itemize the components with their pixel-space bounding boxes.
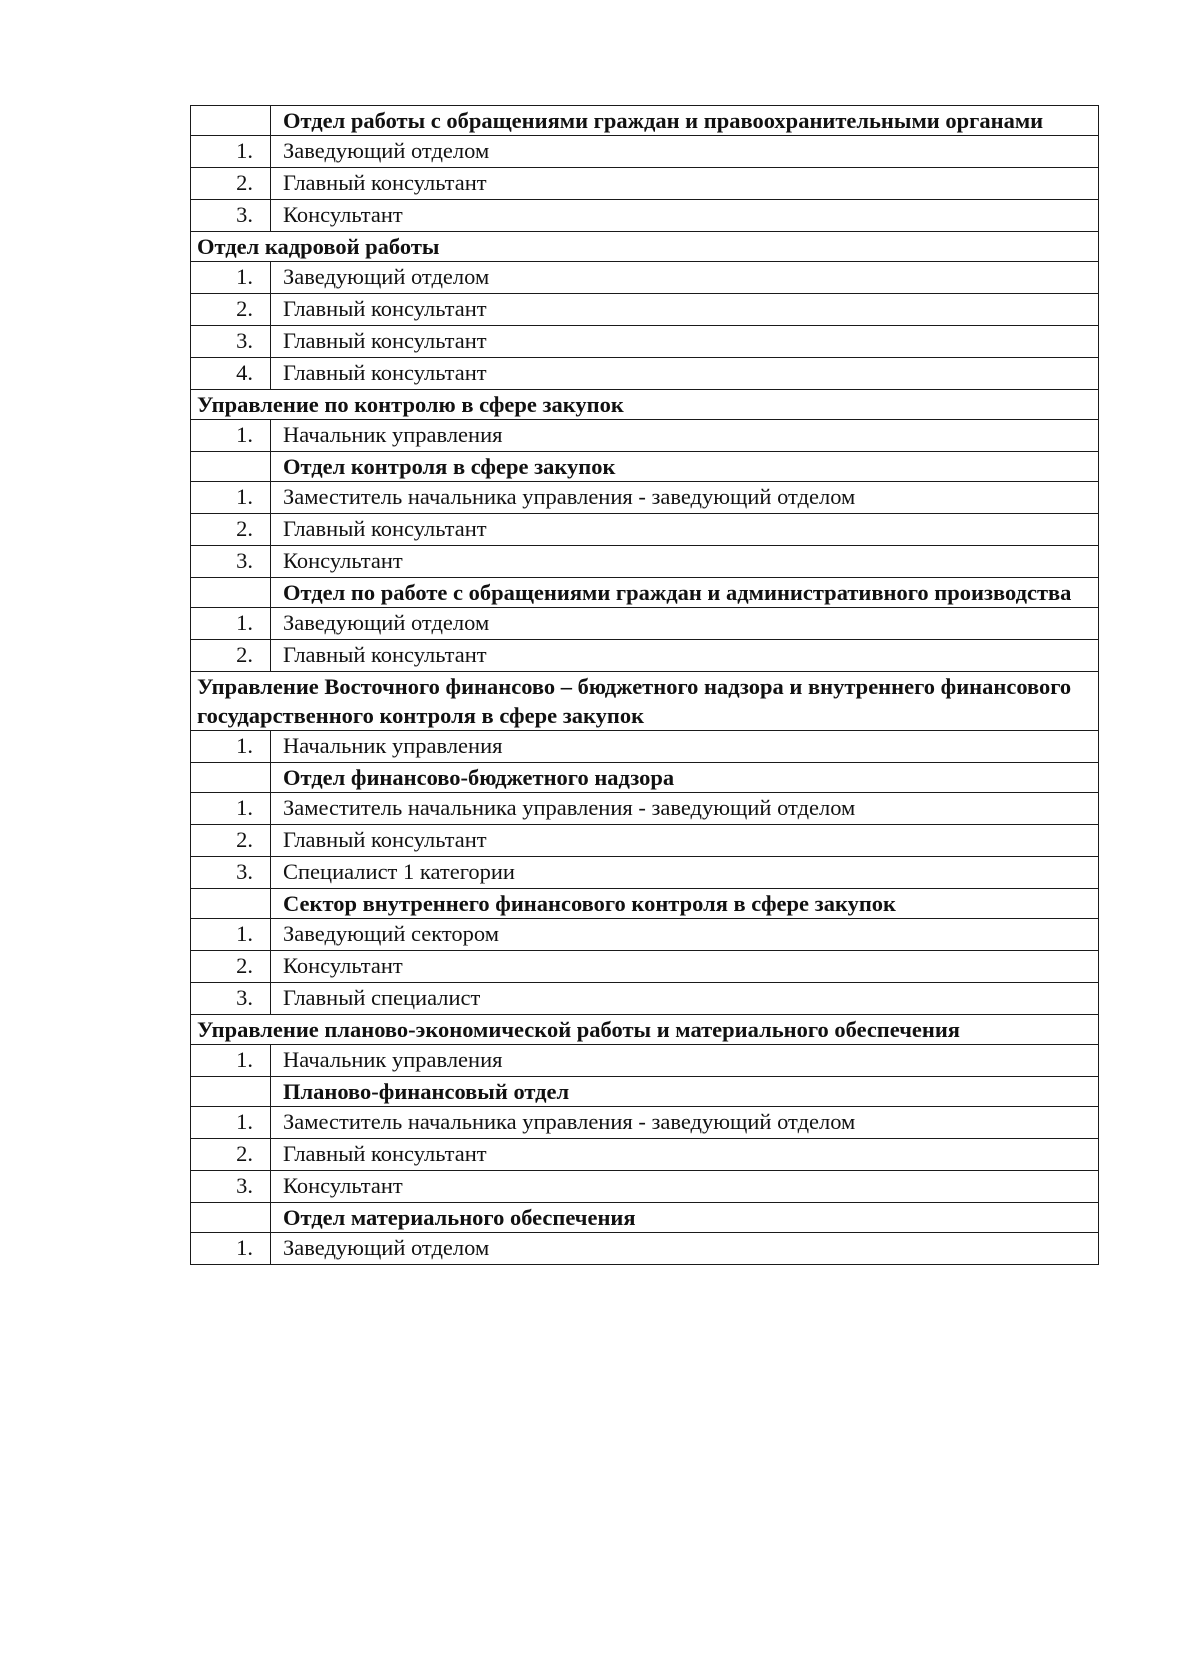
section-heading-row [191,390,1099,420]
position-row [191,1139,1099,1171]
department-heading-cell [271,452,1099,482]
row-number-cell [191,983,271,1015]
position-title-cell [271,168,1099,200]
row-number-cell [191,1233,271,1265]
position-row [191,640,1099,672]
position-title-cell [271,200,1099,232]
section-heading: Управление по контролю в сфере закупок [191,390,1099,420]
row-number-cell [191,889,271,919]
position-title: Заместитель начальника управления - заведующий отделом [283,484,856,509]
department-heading-row [191,106,1099,136]
position-title: Главный консультант [283,328,487,353]
position-title: Консультант [283,202,403,227]
position-row [191,793,1099,825]
position-row [191,731,1099,763]
position-row [191,294,1099,326]
position-title: Заведующий отделом [283,138,490,163]
position-title: Главный специалист [283,985,481,1010]
row-number: 3. [236,859,253,884]
position-title: Начальник управления [283,1047,503,1072]
section-heading-row [191,232,1099,262]
row-number: 1. [236,795,253,820]
row-number-cell [191,200,271,232]
row-number-cell [191,514,271,546]
row-number-cell [191,262,271,294]
position-title-cell [271,951,1099,983]
position-row [191,1171,1099,1203]
department-heading-row [191,578,1099,608]
position-title: Главный консультант [283,642,487,667]
position-title-cell [271,294,1099,326]
position-title: Консультант [283,1173,403,1198]
department-heading: Планово-финансовый отдел [283,1079,570,1104]
position-title: Заместитель начальника управления - заведующий отделом [283,1109,856,1134]
position-row [191,951,1099,983]
department-heading-cell [271,106,1099,136]
position-title: Заведующий отделом [283,610,490,635]
department-heading-cell [271,1203,1099,1233]
position-title-cell [271,1045,1099,1077]
position-title-cell [271,262,1099,294]
section-heading-row [191,672,1099,731]
position-row [191,825,1099,857]
section-heading-row [191,1015,1099,1045]
position-title-cell [271,1139,1099,1171]
department-heading: Отдел работы с обращениями граждан и правоохранительными органами [283,108,1044,133]
row-number: 1. [236,1235,253,1260]
position-title: Заведующий отделом [283,264,490,289]
row-number-cell [191,1203,271,1233]
row-number: 1. [236,138,253,163]
row-number: 1. [236,610,253,635]
row-number-cell [191,857,271,889]
row-number: 2. [236,953,253,978]
position-title-cell [271,919,1099,951]
position-title: Главный консультант [283,827,487,852]
position-row [191,514,1099,546]
row-number-cell [191,793,271,825]
position-title-cell [271,640,1099,672]
department-heading-row [191,1203,1099,1233]
row-number-cell [191,168,271,200]
row-number-cell [191,106,271,136]
staff-positions-table [190,105,1099,1265]
row-number: 3. [236,985,253,1010]
row-number-cell [191,358,271,390]
row-number: 2. [236,296,253,321]
position-title-cell [271,1171,1099,1203]
row-number-cell [191,1077,271,1107]
position-title: Заведующий сектором [283,921,499,946]
row-number-cell [191,136,271,168]
row-number-cell [191,919,271,951]
row-number: 4. [236,360,253,385]
department-heading-cell [271,889,1099,919]
position-title: Заведующий отделом [283,1235,490,1260]
row-number: 1. [236,484,253,509]
row-number: 2. [236,170,253,195]
position-title: Консультант [283,953,403,978]
position-row [191,546,1099,578]
department-heading-cell [271,1077,1099,1107]
row-number-cell [191,640,271,672]
row-number: 1. [236,921,253,946]
row-number: 1. [236,1109,253,1134]
position-title: Главный консультант [283,170,487,195]
row-number-cell [191,294,271,326]
section-heading: Отдел кадровой работы [191,232,1099,262]
position-title: Консультант [283,548,403,573]
position-title-cell [271,420,1099,452]
position-title-cell [271,482,1099,514]
row-number: 1. [236,422,253,447]
position-row [191,358,1099,390]
row-number-cell [191,763,271,793]
position-title-cell [271,358,1099,390]
position-row [191,200,1099,232]
row-number-cell [191,1171,271,1203]
row-number-cell [191,951,271,983]
position-row [191,608,1099,640]
position-row [191,168,1099,200]
row-number: 1. [236,1047,253,1072]
row-number-cell [191,825,271,857]
row-number: 3. [236,202,253,227]
row-number-cell [191,578,271,608]
row-number-cell [191,1139,271,1171]
position-title-cell [271,731,1099,763]
row-number: 1. [236,733,253,758]
row-number-cell [191,420,271,452]
section-heading: Управление Восточного финансово – бюджетного надзора и внутреннего финансового государственного контроля в сфере закупок [191,672,1099,731]
position-row [191,1107,1099,1139]
position-title: Главный консультант [283,1141,487,1166]
row-number-cell [191,731,271,763]
position-row [191,420,1099,452]
department-heading: Отдел финансово-бюджетного надзора [283,765,675,790]
department-heading-cell [271,578,1099,608]
row-number: 2. [236,827,253,852]
row-number-cell [191,482,271,514]
position-title: Главный консультант [283,360,487,385]
row-number: 2. [236,516,253,541]
department-heading: Отдел контроля в сфере закупок [283,454,616,479]
row-number: 3. [236,328,253,353]
department-heading-row [191,1077,1099,1107]
position-title: Заместитель начальника управления - заведующий отделом [283,795,856,820]
row-number-cell [191,452,271,482]
row-number: 3. [236,548,253,573]
position-title: Главный консультант [283,296,487,321]
position-row [191,326,1099,358]
department-heading: Сектор внутреннего финансового контроля в сфере закупок [283,891,897,916]
position-row [191,482,1099,514]
position-title: Главный консультант [283,516,487,541]
position-row [191,1233,1099,1265]
position-title-cell [271,514,1099,546]
row-number-cell [191,326,271,358]
position-title-cell [271,326,1099,358]
row-number-cell [191,608,271,640]
position-row [191,983,1099,1015]
row-number-cell [191,546,271,578]
position-title-cell [271,793,1099,825]
position-title-cell [271,136,1099,168]
position-title-cell [271,825,1099,857]
department-heading-row [191,889,1099,919]
position-title-cell [271,608,1099,640]
position-title-cell [271,857,1099,889]
position-title: Начальник управления [283,422,503,447]
row-number-cell [191,1107,271,1139]
row-number-cell [191,1045,271,1077]
position-row [191,857,1099,889]
position-row [191,136,1099,168]
position-row [191,262,1099,294]
position-row [191,919,1099,951]
position-title-cell [271,1233,1099,1265]
position-title-cell [271,983,1099,1015]
position-title: Начальник управления [283,733,503,758]
position-row [191,1045,1099,1077]
row-number: 2. [236,642,253,667]
section-heading: Управление планово-экономической работы и материального обеспечения [191,1015,1099,1045]
row-number: 2. [236,1141,253,1166]
row-number: 1. [236,264,253,289]
department-heading: Отдел по работе с обращениями граждан и административного производства [283,580,1072,605]
department-heading-row [191,452,1099,482]
staff-positions-table-body [191,106,1099,1265]
department-heading-row [191,763,1099,793]
department-heading: Отдел материального обеспечения [283,1205,636,1230]
position-title-cell [271,1107,1099,1139]
position-title-cell [271,546,1099,578]
position-title: Специалист 1 категории [283,859,515,884]
department-heading-cell [271,763,1099,793]
row-number: 3. [236,1173,253,1198]
